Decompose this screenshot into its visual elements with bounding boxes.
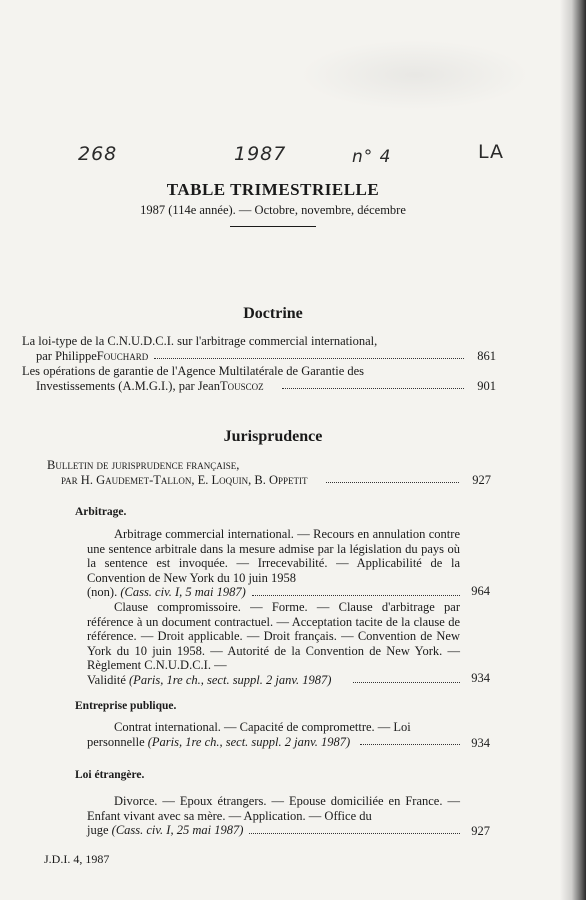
leader-dots	[360, 735, 460, 746]
binding-shadow	[560, 0, 586, 900]
case-text: Arbitrage commercial international. — Recours en annulation contre une sentence arbitrale dans la mesure admise par la législation du pays où la sentence est invoquée. — Irrecevabilité. — Applicabilité de la Convention de New York du 10 juin 1958	[87, 527, 460, 585]
doctrine-heading: Doctrine	[243, 305, 303, 322]
handwritten-issue: n° 4	[352, 147, 392, 167]
case-page: 964	[471, 584, 490, 598]
entry-author-prefix: Investissements (A.M.G.I.), par Jean	[36, 378, 220, 393]
leader-dots	[326, 473, 459, 484]
case-citation: (Paris, 1re ch., sect. suppl. 2 janv. 1987)	[129, 672, 332, 687]
handwritten-code: LA	[478, 141, 505, 163]
case-entry	[87, 527, 460, 600]
doctrine-entry	[22, 334, 496, 363]
case-text: Clause compromissoire. — Forme. — Clause d'arbitrage par référence à un document contractuel. — Acceptation tacite de la clause de référence. — Droit applicable. — Droit français. — Convention de New York du 10 juin 1958. — Autorité de la Convention de New York. — Règlement C.N.U.D.C.I. —	[87, 600, 460, 672]
jurisprudence-heading: Jurisprudence	[223, 428, 323, 445]
leader-dots	[282, 379, 464, 390]
leader-dots	[249, 823, 460, 834]
entry-author: Fouchard	[96, 348, 149, 363]
case-citation: (Cass. civ. I, 5 mai 1987)	[120, 585, 246, 599]
leader-dots	[353, 673, 460, 684]
page-smudge	[300, 40, 530, 110]
entry-author-prefix: par Philippe	[36, 348, 97, 363]
bulletin-entry	[47, 458, 491, 487]
entry-author: Touscoz	[219, 378, 264, 393]
entry-page: 861	[477, 348, 496, 363]
case-text-end: personnelle	[87, 734, 145, 749]
bulletin-title: Bulletin de jurisprudence française,	[47, 458, 240, 472]
case-text-end: (non).	[87, 585, 118, 599]
bulletin-authors: par H. Gaudemet-Tallon, E. Loquin, B. Oppetit	[61, 472, 308, 487]
case-entry	[87, 720, 460, 749]
page-subtitle: 1987 (114e année). — Octobre, novembre, décembre	[140, 203, 406, 217]
category-entreprise-publique: Entreprise publique.	[75, 700, 177, 712]
case-entry	[87, 794, 460, 838]
doctrine-entry	[22, 364, 496, 393]
entry-page: 901	[477, 378, 496, 393]
page-title: TABLE TRIMESTRIELLE	[166, 180, 380, 199]
case-text-end: juge	[87, 823, 109, 837]
leader-dots	[252, 585, 460, 596]
entry-line: Les opérations de garantie de l'Agence Multilatérale de Garantie des	[22, 364, 365, 378]
category-arbitrage: Arbitrage.	[75, 506, 127, 518]
case-citation: (Cass. civ. I, 25 mai 1987)	[111, 823, 244, 837]
entry-line: La loi-type de la C.N.U.D.C.I. sur l'arbitrage commercial international,	[22, 334, 378, 348]
case-text: Divorce. — Epoux étrangers. — Epouse domiciliée en France. — Enfant vivant avec sa mère. — Application. — Office du	[87, 794, 460, 823]
case-citation: (Paris, 1re ch., sect. suppl. 2 janv. 1987)	[147, 734, 351, 749]
leader-dots	[154, 349, 464, 360]
category-loi-etrangere: Loi étrangère.	[75, 769, 145, 781]
case-page: 934	[471, 671, 490, 685]
case-text: Contrat international. — Capacité de compromettre. — Loi	[114, 720, 411, 734]
handwritten-ref-number: 268	[78, 143, 118, 165]
title-divider	[230, 226, 316, 227]
journal-footer: J.D.I. 4, 1987	[44, 852, 110, 866]
case-page: 927	[471, 824, 490, 838]
bulletin-page: 927	[472, 472, 491, 487]
handwritten-year: 1987	[234, 143, 287, 165]
case-page: 934	[471, 736, 490, 750]
case-text-end: Validité	[87, 672, 126, 687]
case-entry	[87, 600, 460, 687]
